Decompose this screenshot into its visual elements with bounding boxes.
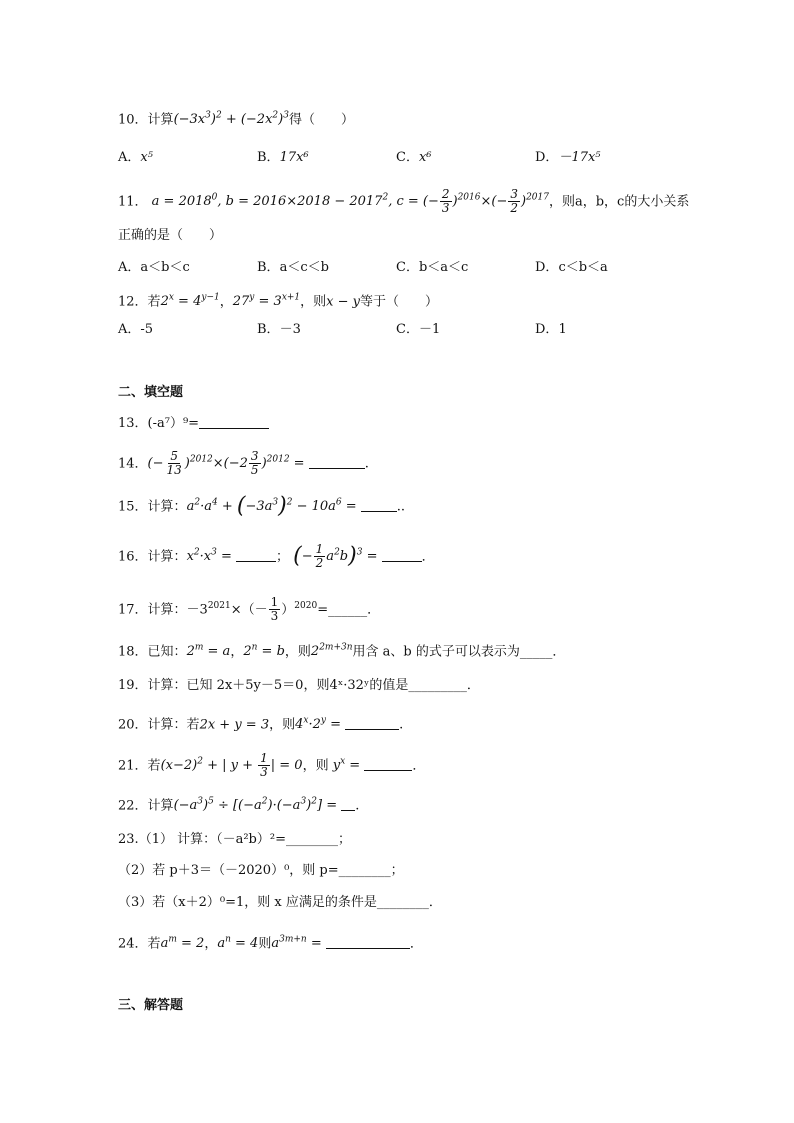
answer-blank[interactable] xyxy=(326,936,410,949)
question-number: 10． xyxy=(118,112,148,128)
question-12: 12．若$2^x = 4^{y-1}$，$27^y = 3^{x+1}$，则x − y等于（ ） xyxy=(118,293,439,310)
question-23-part3: （3）若（x＋2）⁰=1，则 x 应满足的条件是________． xyxy=(118,895,442,910)
question-15: 15．计算：$a^2\cdot a^4 + (-3a^3)^2 - 10a^6$ = .. xyxy=(118,493,406,519)
q11-option-b[interactable]: B．a＜c＜b xyxy=(257,260,329,275)
math-expression: (− $\frac{5}{13}$ )$^{2012}$×(−2 $\frac{3}{5}$ )$^{2012}$ = xyxy=(147,449,309,478)
q10-option-a[interactable]: A．x⁵ xyxy=(118,150,153,165)
answer-blank[interactable] xyxy=(364,758,412,771)
math-expression: $2^n = b$ xyxy=(243,643,285,660)
math-expression: $4^x\cdot 2^y$ = xyxy=(295,716,346,733)
question-11 xyxy=(118,188,689,215)
math-expression: $(-a^3)^5 \div [(-a^2)\cdot(-a^3)^2]$ = xyxy=(173,797,342,814)
answer-blank[interactable] xyxy=(361,499,397,512)
answer-blank[interactable] xyxy=(382,549,422,562)
q11-option-c[interactable]: C．b＜a＜c xyxy=(396,260,469,275)
question-stem: 计算 xyxy=(147,112,174,128)
q12-option-d[interactable]: D．1 xyxy=(535,322,567,337)
question-22: 22．计算$(-a^3)^5 \div [(-a^2)\cdot(-a^3)^2]$ = . xyxy=(118,797,360,814)
math-expression: 2x + y = 3 xyxy=(199,717,270,733)
question-16: 16．计算：$x^2\cdot x^3$ = ； (− $\frac{1}{2}$ $a^2b)^3$ = ． xyxy=(118,542,435,571)
math-expression: $2^{2m+3n}$ xyxy=(310,643,353,660)
answer-blank[interactable] xyxy=(341,798,355,811)
question-19: 19．计算：已知 2x＋5y－5＝0，则4ˣ·32ʸ的值是_________． xyxy=(118,678,480,693)
q10-option-d[interactable]: D．－17x⁵ xyxy=(535,150,601,165)
question-20: 20．计算：若2x + y = 3，则$4^x\cdot 2^y$ = . xyxy=(118,716,404,733)
math-expression: (− $\frac{1}{2}$ $a^2b)^3$ = xyxy=(293,542,382,571)
question-21: 21．若$(x-2)^2$ + | y + $\frac{1}{3}$ | = 0，则 $y^x$ = ． xyxy=(118,751,426,780)
answer-blank[interactable] xyxy=(236,549,276,562)
question-end: 得（ ） xyxy=(288,112,354,128)
math-expression: $a^{3m+n}$ = xyxy=(271,935,326,952)
math-expression: $a^n = 4$ xyxy=(217,935,259,952)
question-number: 11． xyxy=(118,194,148,210)
question-23-part2: （2）若 p＋3＝（－2020）⁰，则 p=________； xyxy=(118,863,404,878)
math-expression: $a^m = 2$ xyxy=(160,935,205,952)
question-10 xyxy=(118,106,354,130)
question-18: 18．已知：$2^m = a$，$2^n = b$，则$2^{2m+3n}$用含 a、b 的式子可以表示为_____． xyxy=(118,643,566,660)
question-11-line2: 正确的是（ ） xyxy=(118,228,223,243)
question-number: 12． xyxy=(118,294,148,310)
q12-option-c[interactable]: C．－1 xyxy=(396,322,441,337)
math-expression: $2^x = 4^{y-1}$ xyxy=(160,293,220,310)
math-expression: $(-3x^3)^2 + (-2x^2)^3$ xyxy=(173,111,289,128)
math-expression: $27^y = 3^{x+1}$ xyxy=(232,293,301,310)
answer-blank[interactable] xyxy=(199,416,269,429)
q11-option-a[interactable]: A．a＜b＜c xyxy=(118,260,190,275)
question-tail: ，则a，b，c的大小关系 xyxy=(548,194,690,210)
question-23-part1: 23.（1） 计算：（－a²b）²=________； xyxy=(118,832,351,847)
q10-option-b[interactable]: B．17x⁶ xyxy=(257,150,309,165)
question-24: 24．若$a^m = 2$，$a^n = 4$则$a^{3m+n}$ = ． xyxy=(118,935,423,952)
answer-blank[interactable] xyxy=(309,456,365,469)
math-expression: $a^2\cdot a^4 + (-3a^3)^2 - 10a^6$ = xyxy=(186,493,361,519)
q11-option-d[interactable]: D．c＜b＜a xyxy=(535,260,608,275)
q10-option-c[interactable]: C．x⁶ xyxy=(396,150,432,165)
question-13: 13．(-a⁷）⁹= xyxy=(118,414,269,434)
q12-option-a[interactable]: A．-5 xyxy=(118,322,154,337)
section-title-fill-in: 二、填空题 xyxy=(118,385,184,400)
math-expression: $a = 2018^0$, $b = 2016\times 2018 - 2017^2$, c = (− $\frac{2}{3}$ )$^{2016}$×(− $\frac{3}{2}$ )$^{2017}$ xyxy=(147,187,549,216)
section-title-solutions: 三、解答题 xyxy=(118,998,184,1013)
math-expression: x − y xyxy=(326,294,361,310)
q12-option-b[interactable]: B．－3 xyxy=(257,322,301,337)
question-14: 14．(− $\frac{5}{13}$ )$^{2012}$×(−2 $\frac{3}{5}$ )$^{2012}$ = . xyxy=(118,449,369,478)
answer-blank[interactable] xyxy=(345,717,399,730)
math-expression: $x^2\cdot x^3$ = xyxy=(186,548,237,565)
math-expression: $2^m = a$ xyxy=(186,643,231,660)
question-17: 17．计算：$-3^{2021}\times(-$ $\frac{1}{3}$ ）$^{2020}$=______． xyxy=(118,595,381,624)
math-expression: $(x-2)^2$ + | y + $\frac{1}{3}$ | = 0 xyxy=(160,751,303,780)
